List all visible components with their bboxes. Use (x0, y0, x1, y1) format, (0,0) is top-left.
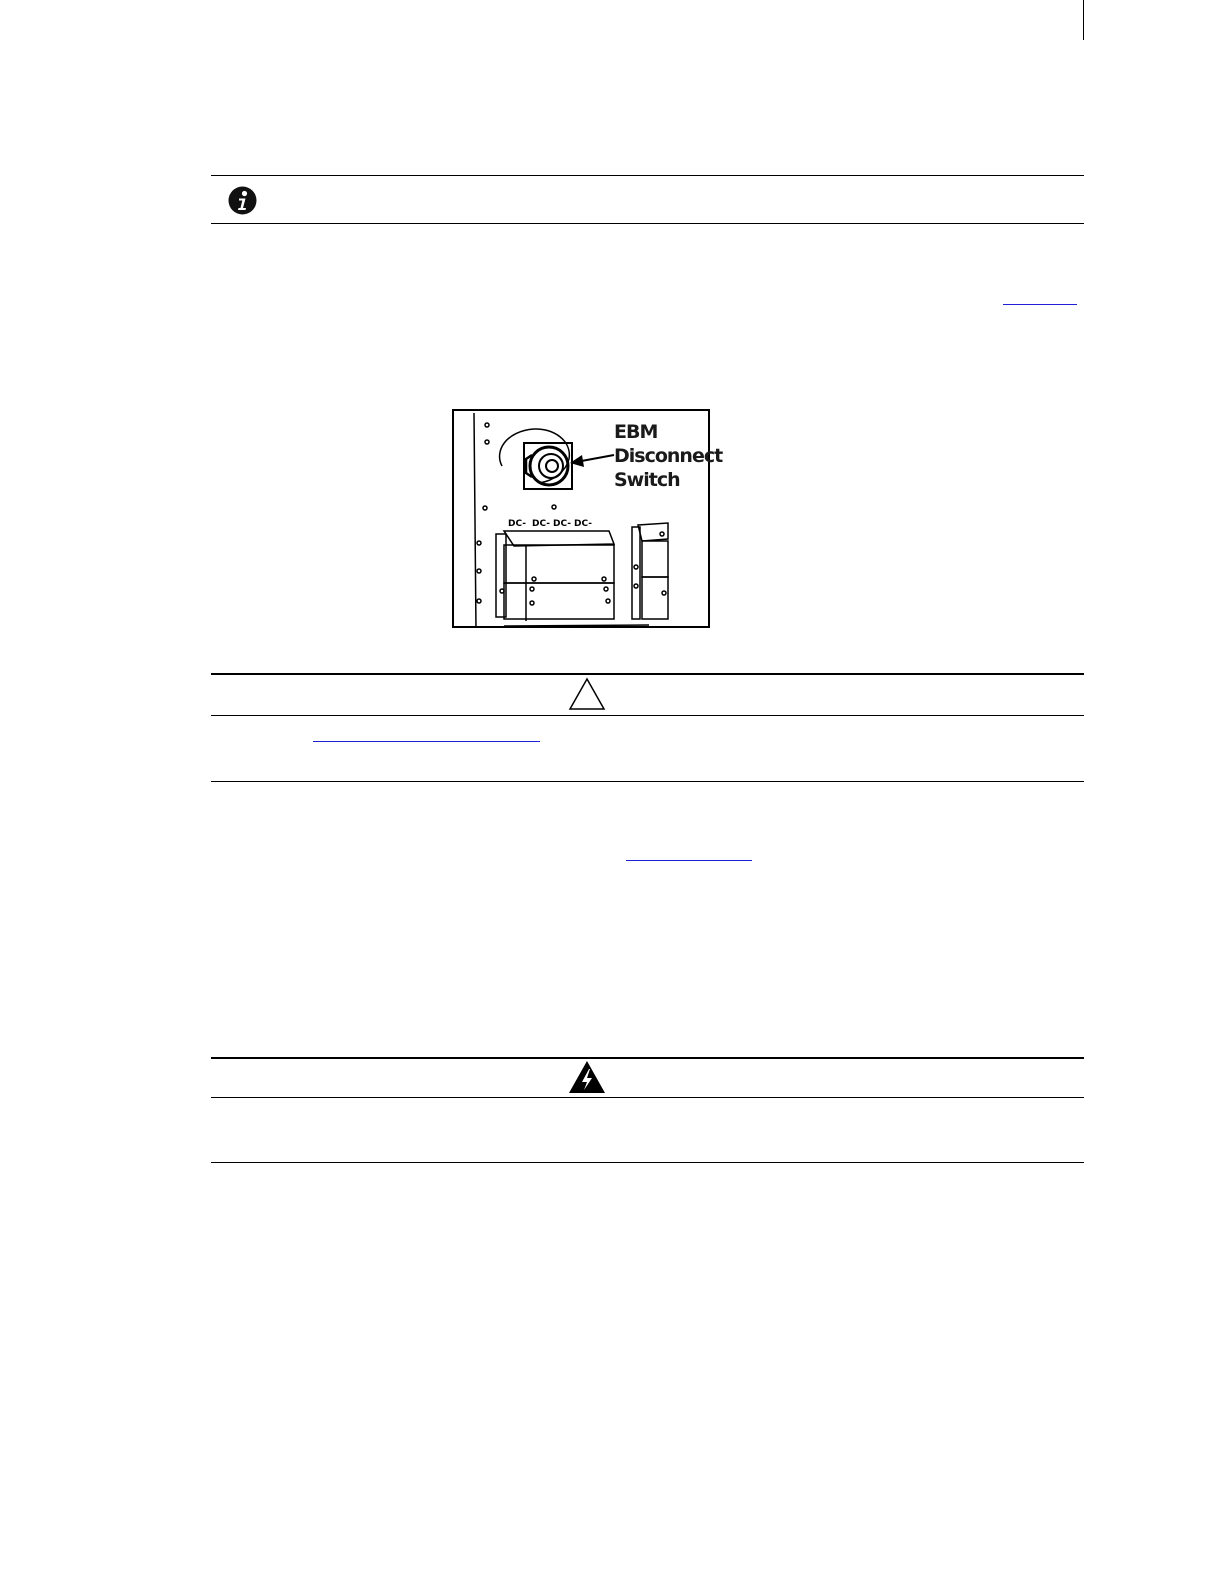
dc-label: DC- (508, 519, 527, 529)
caution-reference-link[interactable] (313, 741, 540, 742)
dc-label: DC- (553, 519, 572, 529)
page-edge-line (1083, 0, 1084, 40)
info-icon (228, 186, 257, 215)
figure-label-switch: Switch (614, 469, 680, 491)
figure-label-disconnect: Disconnect (614, 445, 723, 467)
warning-rule-middle (211, 1097, 1084, 1098)
caution-rule-bottom (211, 781, 1084, 782)
caution-rule-top (211, 673, 1084, 675)
caution-triangle-icon (568, 677, 606, 711)
note-rule-top (211, 175, 1084, 176)
ebm-cabinet-drawing (454, 411, 710, 628)
warning-rule-top (211, 1057, 1084, 1059)
figure-label-ebm: EBM (614, 421, 658, 443)
dc-label: DC- (574, 519, 593, 529)
caution-rule-middle (211, 715, 1084, 716)
electrical-hazard-icon (568, 1060, 606, 1094)
note-rule-bottom (211, 223, 1084, 224)
dc-label: DC- (532, 519, 551, 529)
figure-reference-link[interactable] (1003, 304, 1077, 305)
section-reference-link[interactable] (626, 860, 752, 861)
warning-rule-bottom (211, 1162, 1084, 1163)
ebm-disconnect-switch-figure (452, 409, 710, 628)
